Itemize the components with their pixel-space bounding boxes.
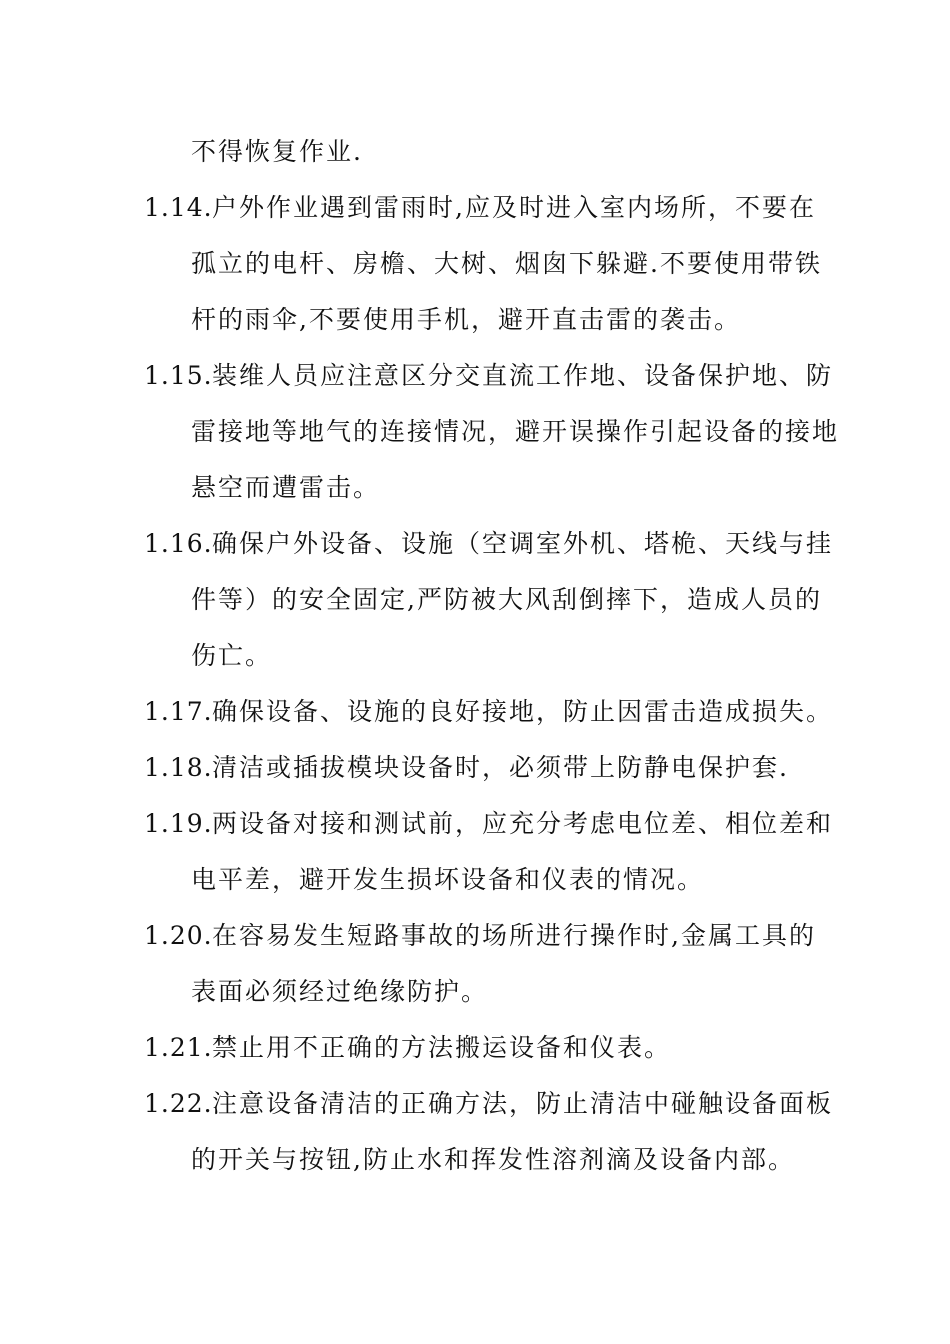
- item-line: 雷接地等地气的连接情况，避开误操作引起设备的接地: [191, 417, 840, 446]
- list-item-1-18: [144, 740, 814, 796]
- continuation-text: 不得恢复作业.: [191, 137, 363, 166]
- item-number: 1.18.: [144, 753, 213, 782]
- list-item-1-20: [144, 908, 814, 1020]
- item-line: 户外作业遇到雷雨时,应及时进入室内场所，不要在: [212, 193, 816, 222]
- item-number: 1.14.: [144, 193, 213, 222]
- item-line: 清洁或插拔模块设备时，必须带上防静电保护套.: [212, 753, 789, 782]
- item-number: 1.22.: [144, 1089, 213, 1118]
- item-line: 禁止用不正确的方法搬运设备和仪表。: [212, 1033, 672, 1062]
- item-line: 在容易发生短路事故的场所进行操作时,金属工具的: [212, 921, 816, 950]
- item-number: 1.20.: [144, 921, 213, 950]
- item-line: 两设备对接和测试前，应充分考虑电位差、相位差和: [212, 809, 834, 838]
- item-number: 1.19.: [144, 809, 213, 838]
- item-number: 1.17.: [144, 697, 213, 726]
- list-item-1-19: [144, 796, 834, 908]
- list-item-1-17: [144, 684, 834, 740]
- list-item-1-21: [144, 1020, 814, 1076]
- list-item-1-16: [144, 516, 834, 684]
- item-line: 装维人员应注意区分交直流工作地、设备保护地、防: [212, 361, 834, 390]
- item-line: 确保设备、设施的良好接地，防止因雷击造成损失。: [212, 697, 834, 726]
- list-item-1-14: [144, 180, 822, 348]
- item-line: 孤立的电杆、房檐、大树、烟囱下躲避.不要使用带铁: [191, 249, 822, 278]
- item-line: 悬空而遭雷击。: [191, 473, 381, 502]
- item-line: 杆的雨伞,不要使用手机，避开直击雷的袭击。: [191, 305, 741, 334]
- item-line: 确保户外设备、设施（空调室外机、塔桅、天线与挂: [212, 529, 834, 558]
- item-line: 件等）的安全固定,严防被大风刮倒摔下，造成人员的: [191, 585, 822, 614]
- list-item-1-22: [144, 1076, 834, 1188]
- item-line: 电平差，避开发生损坏设备和仪表的情况。: [191, 865, 705, 894]
- item-number: 1.15.: [144, 361, 213, 390]
- item-line: 表面必须经过绝缘防护。: [191, 977, 489, 1006]
- item-line: 的开关与按钮,防止水和挥发性溶剂滴及设备内部。: [191, 1145, 795, 1174]
- item-line: 伤亡。: [191, 641, 273, 670]
- item-number: 1.16.: [144, 529, 213, 558]
- item-line: 注意设备清洁的正确方法，防止清洁中碰触设备面板: [212, 1089, 834, 1118]
- list-item-1-15: [144, 348, 840, 516]
- item-number: 1.21.: [144, 1033, 213, 1062]
